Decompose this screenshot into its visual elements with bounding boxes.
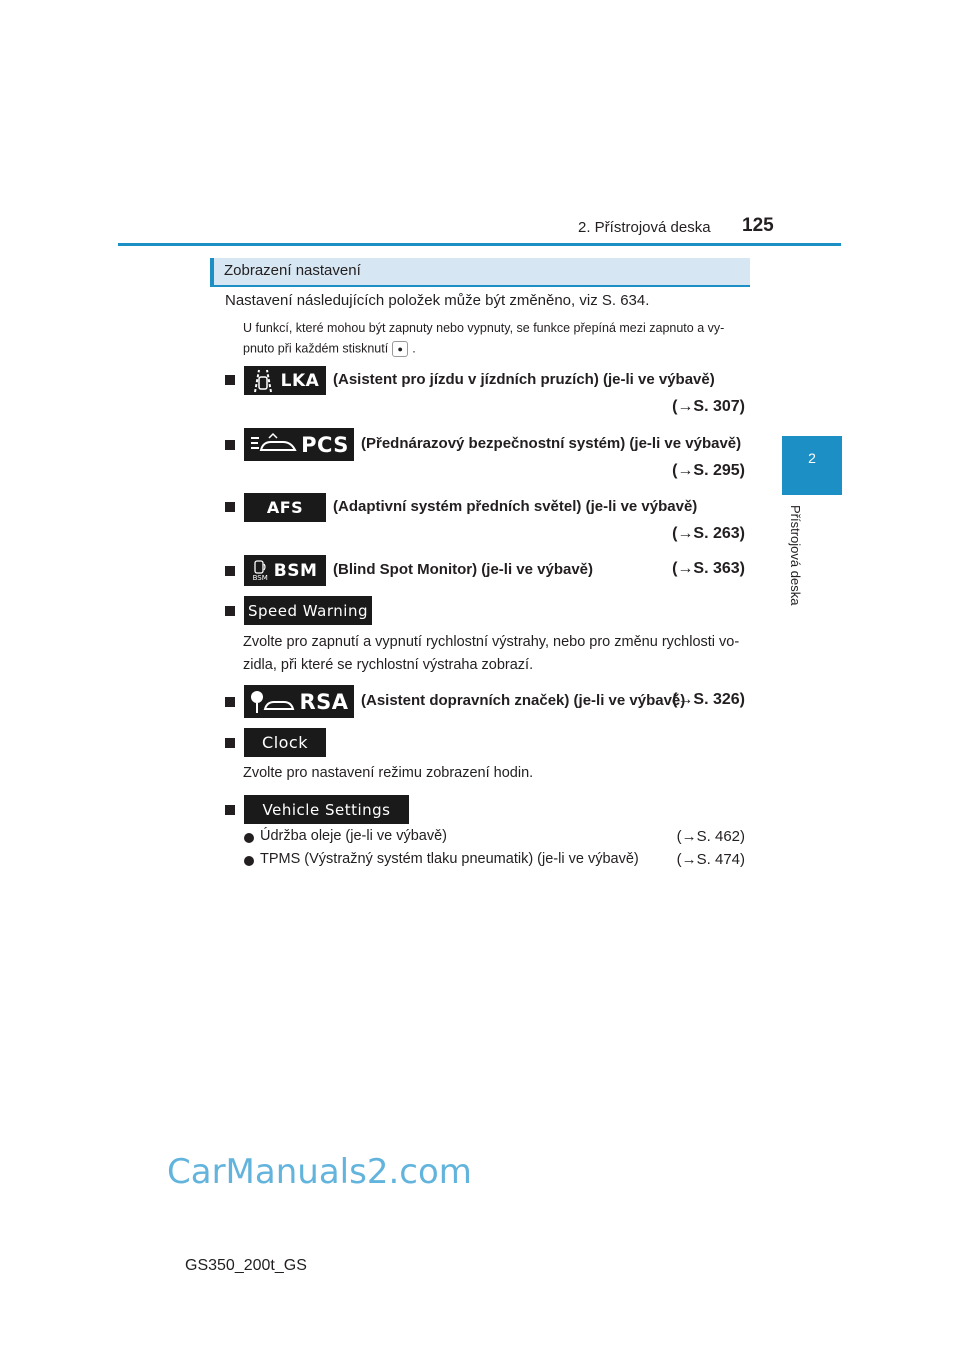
footer-model-code: GS350_200t_GS — [185, 1257, 307, 1274]
speed-warning-line-1: Zvolte pro zapnutí a vypnutí rychlostní výstrahy, nebo pro změnu rychlosti vo- — [243, 634, 740, 650]
intro-text: Nastavení následujících položek může být změněno, viz S. 634. — [225, 292, 650, 309]
chapter-tab — [782, 436, 842, 495]
item-bsm — [225, 555, 750, 587]
rsa-badge — [244, 685, 354, 718]
lka-badge-text: LKA — [280, 370, 320, 391]
item-speed-warning — [225, 596, 750, 676]
blind-spot-icon — [253, 560, 268, 582]
clock-badge — [244, 728, 326, 757]
clock-line-1: Zvolte pro nastavení režimu zobrazení hodin. — [243, 765, 534, 781]
square-bullet — [225, 502, 235, 512]
note-line-2-end: . — [412, 341, 416, 356]
chapter-tab-number: 2 — [808, 450, 816, 466]
item-clock — [225, 728, 750, 786]
lka-reference: (→S. 307) — [672, 398, 745, 415]
speed-warning-line-2: zidla, při které se rychlostní výstraha zobrazí. — [243, 657, 534, 673]
vehicle-sub-item-1: Údržba oleje (je-li ve výbavě) — [260, 828, 447, 844]
round-bullet — [244, 856, 254, 866]
road-sign-icon — [249, 689, 295, 715]
note-line-1: U funkcí, které mohou být zapnuty nebo vypnuty, se funkce přepíná mezi zapnuto a vy- — [243, 321, 725, 335]
pcs-badge-text: PCS — [301, 432, 349, 457]
speed-warning-badge — [244, 596, 372, 625]
speed-warning-badge-text: Speed Warning — [248, 601, 368, 620]
square-bullet — [225, 697, 235, 707]
vehicle-settings-badge-text: Vehicle Settings — [262, 800, 391, 819]
pcs-description: (Přednárazový bezpečnostní systém) (je-li ve výbavě) — [361, 435, 742, 452]
lka-description: (Asistent pro jízdu v jízdních pruzích) (je-li ve výbavě) — [333, 371, 715, 388]
enter-button-icon: ● — [392, 341, 408, 357]
vehicle-sub-item-1-reference: (→S. 462) — [676, 828, 745, 845]
afs-badge — [244, 493, 326, 522]
chapter-tab-label: Přístrojová deska — [788, 505, 803, 606]
square-bullet — [225, 805, 235, 815]
lane-keep-icon — [251, 368, 275, 394]
header-rule — [118, 243, 841, 246]
square-bullet — [225, 566, 235, 576]
rsa-reference: (→S. 326) — [672, 691, 745, 708]
bsm-small-label: BSM — [252, 573, 268, 582]
round-bullet — [244, 833, 254, 843]
square-bullet — [225, 738, 235, 748]
pre-collision-icon — [249, 432, 297, 458]
note-line-2 — [243, 341, 416, 357]
item-pcs — [225, 428, 750, 483]
afs-badge-text: AFS — [266, 498, 304, 517]
pcs-badge — [244, 428, 354, 461]
vehicle-sub-item-2-reference: (→S. 474) — [676, 851, 745, 868]
bsm-description: (Blind Spot Monitor) (je-li ve výbavě) — [333, 561, 594, 578]
item-afs — [225, 493, 750, 545]
clock-badge-text: Clock — [262, 733, 308, 752]
bsm-badge — [244, 555, 326, 586]
pcs-reference: (→S. 295) — [672, 462, 745, 479]
item-rsa — [225, 685, 750, 719]
bsm-badge-text: BSM — [273, 560, 318, 581]
item-vehicle-settings — [225, 795, 750, 875]
square-bullet — [225, 375, 235, 385]
page-number: 125 — [742, 215, 774, 236]
square-bullet — [225, 440, 235, 450]
lka-badge — [244, 366, 326, 395]
vehicle-sub-item-2: TPMS (Výstražný systém tlaku pneumatik) (je-li ve výbavě) — [260, 851, 639, 867]
bsm-reference: (→S. 363) — [672, 560, 745, 577]
rsa-badge-text: RSA — [299, 689, 349, 714]
note-line-2-text: pnuto při každém stisknutí — [243, 341, 389, 356]
watermark: CarManuals2.com — [167, 1152, 472, 1192]
afs-description: (Adaptivní systém předních světel) (je-li ve výbavě) — [333, 498, 698, 515]
afs-reference: (→S. 263) — [672, 525, 745, 542]
chapter-title: 2. Přístrojová deska — [578, 219, 711, 236]
vehicle-settings-badge — [244, 795, 409, 824]
item-lka — [225, 366, 750, 418]
square-bullet — [225, 606, 235, 616]
section-title: Zobrazení nastavení — [210, 258, 750, 287]
rsa-description: (Asistent dopravních značek) (je-li ve výbavě) — [361, 692, 686, 709]
